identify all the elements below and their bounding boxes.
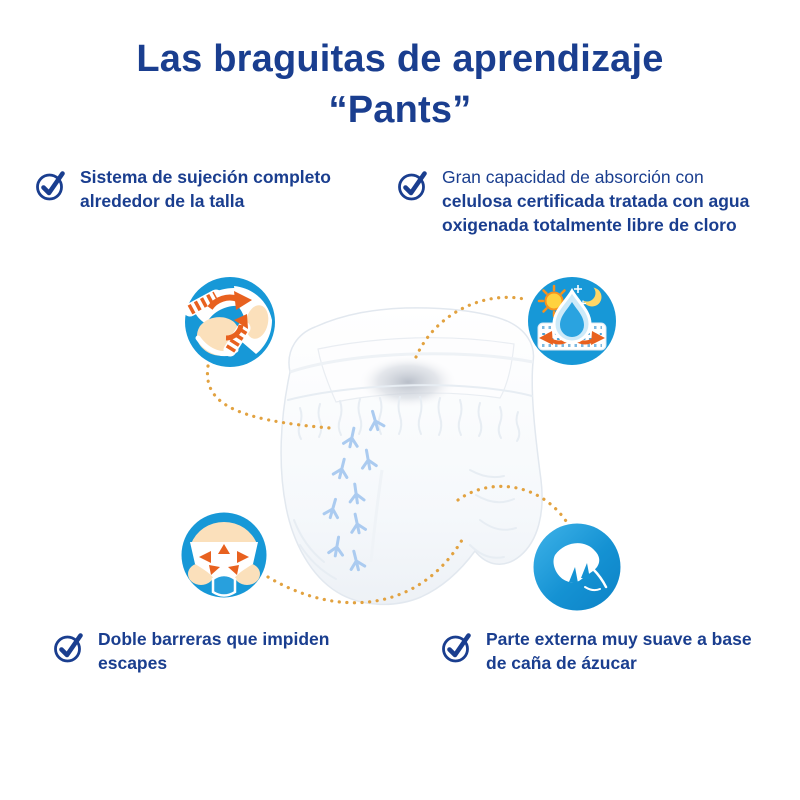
waistband-stretch-icon — [184, 276, 276, 368]
feature-bottom-right — [440, 628, 762, 676]
feature-text: Sistema de sujeción completo alrededor de la talla — [80, 167, 331, 211]
feature-bottom-left — [52, 628, 352, 676]
feature-text — [442, 166, 770, 237]
feature-text: Doble barreras que impiden escapes — [98, 629, 330, 673]
feature-text-lead: Gran capacidad de absorción con — [442, 167, 704, 187]
title-line-1: Las braguitas de aprendizaje — [136, 38, 664, 80]
feather-soft-icon — [533, 523, 621, 611]
check-circle-icon — [34, 167, 70, 203]
check-circle-icon — [440, 629, 476, 665]
feature-top-right — [396, 166, 770, 237]
leak-barrier-icon — [181, 512, 267, 598]
diaper-product-image — [281, 308, 542, 605]
feature-top-left — [34, 166, 352, 214]
check-circle-icon — [396, 167, 432, 203]
check-circle-icon — [52, 629, 88, 665]
feature-text: Parte externa muy suave a base de caña de ázucar — [486, 629, 752, 673]
page-title — [0, 34, 800, 137]
day-night-absorption-icon — [527, 276, 617, 366]
feature-text-emphasis: celulosa certificada tratada con agua oxigenada totalmente libre de cloro — [442, 190, 750, 235]
title-line-2: “Pants” — [328, 89, 472, 132]
